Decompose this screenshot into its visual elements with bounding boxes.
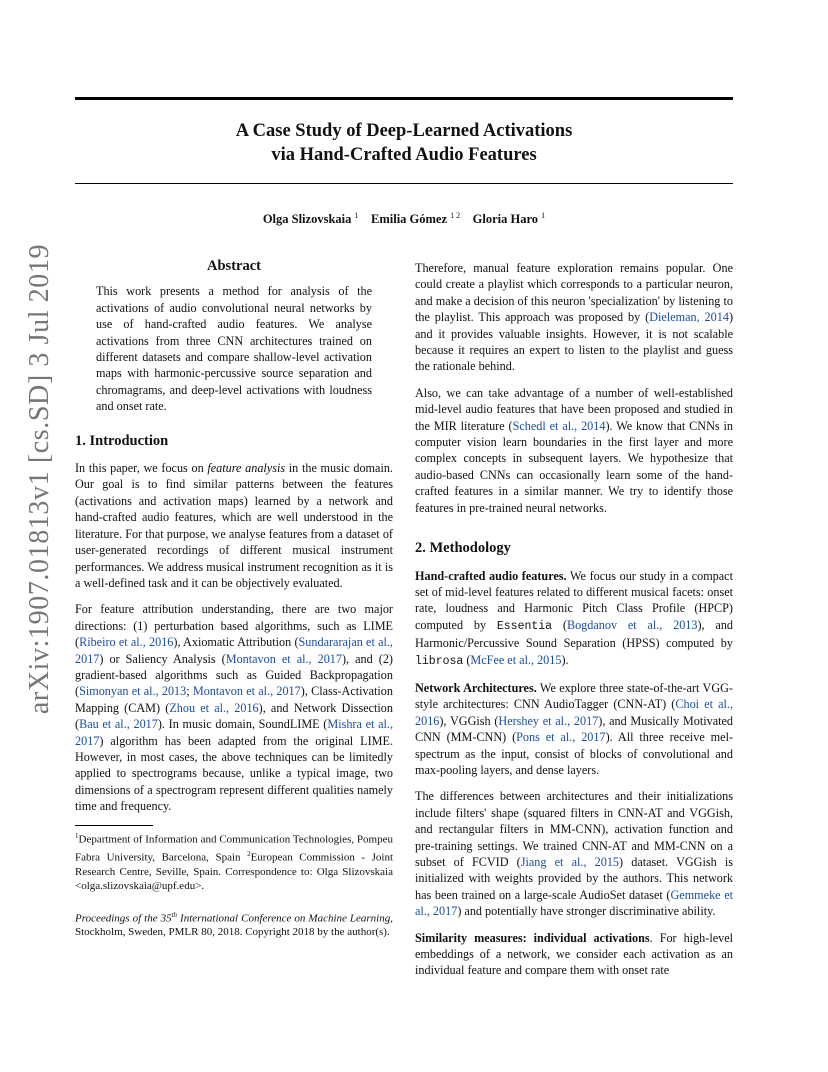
- citation-link[interactable]: Choi et al., 2016: [415, 697, 734, 728]
- author-affiliation: 1 2: [450, 211, 461, 220]
- right-paragraph-2: [415, 385, 733, 516]
- footnote-mark: 1: [75, 832, 79, 841]
- text-run: In this paper, we focus on: [75, 461, 208, 476]
- citation-link[interactable]: Pons et al., 2017: [516, 730, 606, 745]
- top-rule: [75, 97, 733, 100]
- arxiv-identifier: arXiv:1907.01813v1 [cs.SD] 3 Jul 2019: [24, 243, 55, 715]
- author-name: Olga Slizovskaia: [262, 212, 352, 227]
- code-text: Essentia: [496, 619, 553, 633]
- paragraph-lead: Hand-crafted audio features.: [415, 568, 567, 583]
- text-run: European Commission - Joint Research Centre, Seville, Spain. Correspondence to: Olga Slizovskaia <olga.slizovskaia@upf.edu>.: [75, 851, 393, 892]
- text-run: ) dataset. VGGish is initialized with weights provided by the authors. This network has been trained on a large-scale AudioSet dataset (: [415, 855, 733, 902]
- text-run: ) algorithm has been adapted from the original LIME. However, in most cases, the above techniques can be limitedly applied to spectrograms because, unlike a typical image, two dimensions of a spectrogram represent different qualities namely time and frequency.: [75, 733, 393, 814]
- methodology-heading: 2. Methodology: [415, 540, 511, 557]
- text-run: International Conference on Machine Learning: [177, 912, 391, 925]
- text-run: ), and Harmonic/Percussive Sound Separation (HPSS) computed by: [415, 617, 734, 651]
- introduction-heading: 1. Introduction: [75, 432, 169, 449]
- citation-link[interactable]: Bogdanov et al., 2013: [566, 617, 698, 632]
- title-line-2: via Hand-Crafted Audio Features: [271, 145, 537, 165]
- citation-link[interactable]: Montavon et al., 2017: [192, 684, 301, 699]
- citation-link[interactable]: Zhou et al., 2016: [169, 700, 259, 715]
- right-paragraph-6: [415, 930, 733, 979]
- citation-link[interactable]: Mishra et al., 2017: [75, 717, 393, 748]
- superscript: th: [171, 910, 178, 919]
- text-run: ) and it provides valuable insights. However, it is not scalable because it requires an expert to listen to the playlist and guess the rationale behind.: [415, 310, 733, 374]
- text-run: ), and Musically Motivated CNN (MM-CNN) (: [415, 713, 733, 745]
- text-run: We focus our study in a compact set of mid-level features related to different musical facets: onset rate, loudness and Harmonic Pitch Class Profile (HPCP) computed by: [415, 568, 733, 632]
- text-run: ), and Network Dissection (: [75, 700, 393, 732]
- text-run: Proceedings of the 35: [75, 912, 172, 925]
- right-paragraph-3: [415, 568, 733, 670]
- citation-link[interactable]: Ribeiro et al., 2016: [79, 635, 174, 650]
- emphasis-text: feature analysis: [207, 461, 286, 476]
- text-run: ), Axiomatic Attribution (: [173, 635, 299, 650]
- intro-paragraph-1: [75, 460, 393, 591]
- proceedings-note: [75, 908, 393, 940]
- author-list: [75, 211, 733, 227]
- right-paragraph-1: [415, 260, 733, 375]
- footnote-rule: [75, 825, 153, 826]
- text-run: (: [463, 652, 471, 667]
- affiliation-footnote: [75, 829, 393, 892]
- left-column: [75, 258, 393, 939]
- abstract-text: This work presents a method for analysis of the activations of audio convolutional neural networks by use of hand-crafted audio features. We analyse activations from three CNN architectures trained on different datasets and compare shallow-level activation maps with harmonic-percussive source separation and chromagrams, and deep-level activations with loudness and onset rate.: [96, 284, 372, 414]
- text-run: Also, we can take advantage of a number of well-established mid-level audio features that have been proposed and studied in the MIR literature (: [415, 385, 733, 433]
- author-affiliation: 1: [354, 211, 359, 220]
- text-run: ) or Saliency Analysis (: [99, 651, 226, 666]
- text-run: The differences between architectures and their initializations include filters' shape (squared filters in CNN-AT and VGGish, and rectangular filters in MM-CNN), activation function and pre-training settings. We trained CNN-AT and MM-CNN on a subset of FCVID (: [415, 789, 733, 869]
- citation-link[interactable]: Gemmeke et al., 2017: [415, 887, 733, 919]
- text-run: ). All three receive mel-spectrum as the input, consist of blocks of convolutional and max-pooling layers, and dense layers.: [415, 730, 734, 777]
- right-paragraph-5: [415, 788, 733, 919]
- code-text: librosa: [415, 654, 464, 668]
- text-run: , Stockholm, Sweden, PMLR 80, 2018. Copyright 2018 by the author(s).: [75, 912, 393, 939]
- text-run: Therefore, manual feature exploration remains popular. One could create a playlist which corresponds to a particular neuron, and make a decision of this neuron 'specialization' by listening to the playlist. This approach was proposed by (: [415, 261, 733, 325]
- author-name: Emilia Gómez: [371, 212, 448, 227]
- citation-link[interactable]: Jiang et al., 2015: [520, 855, 620, 869]
- citation-link[interactable]: Bau et al., 2017: [79, 717, 158, 732]
- text-run: (: [552, 617, 567, 632]
- text-run: ).: [561, 652, 569, 667]
- paragraph-lead: Network Architectures.: [415, 680, 537, 695]
- text-run: For feature attribution understanding, there are two major directions: (1) perturbation based algorithms, such as LIME (: [75, 602, 393, 650]
- text-run: ) and potentially have stronger discriminative ability.: [457, 904, 716, 919]
- citation-link[interactable]: Simonyan et al., 2013: [79, 684, 187, 699]
- paragraph-lead: Similarity measures: individual activations: [415, 930, 650, 945]
- text-run: ). We know that CNNs in computer vision learn boundaries in the first layer and more complex concepts in subsequent layers. We hypothesize that audio-based CNNs can occasionally learn some of the hand-crafted features in a similar manner. We try to identify those features in pre-trained neural networks.: [415, 418, 733, 515]
- text-run: in the music domain. Our goal is to find similar patterns between the features (activations and activation maps) learned by a network and hand-crafted audio features, which are well understood in the literature. For that purpose, we analyse features from a dataset of user-generated recordings of different musical instrument performances. We address musical instrument recognition as it is a well-defined task and it can be objectively evaluated.: [75, 461, 393, 590]
- right-paragraph-4: [415, 680, 733, 778]
- citation-link[interactable]: Dieleman, 2014: [649, 310, 729, 325]
- author-affiliation: 1: [541, 211, 546, 220]
- right-column: [415, 260, 733, 989]
- footnote-mark: 2: [247, 850, 251, 859]
- text-run: ), Class-Activation Mapping (CAM) (: [75, 684, 393, 715]
- text-run: ;: [186, 684, 193, 699]
- citation-link[interactable]: Montavon et al., 2017: [225, 651, 342, 666]
- text-run: ). In music domain, SoundLIME (: [157, 717, 328, 732]
- citation-link[interactable]: Sundararajan et al., 2017: [75, 635, 393, 666]
- paper-title: [75, 119, 733, 167]
- citation-link[interactable]: Hershey et al., 2017: [498, 713, 599, 728]
- text-run: We explore three state-of-the-art VGG-style architectures: CNN AudioTagger (CNN-AT) (: [415, 680, 733, 712]
- citation-link[interactable]: McFee et al., 2015: [470, 652, 562, 667]
- abstract-heading: Abstract: [207, 258, 261, 274]
- text-run: ), and (2) gradient-based algorithms such as Guided Backpropagation (: [75, 651, 393, 699]
- text-run: Department of Information and Communication Technologies, Pompeu Fabra University, Barcelona, Spain: [75, 834, 393, 864]
- text-run: . For high-level embeddings of a network, we consider each activation as an individual feature and compare them with onset rate: [415, 930, 734, 978]
- title-line-1: A Case Study of Deep-Learned Activations: [235, 121, 573, 141]
- citation-link[interactable]: Schedl et al., 2014: [512, 418, 606, 433]
- title-bottom-rule: [75, 183, 733, 184]
- intro-paragraph-2: [75, 601, 393, 814]
- text-run: ), VGGish (: [439, 713, 499, 728]
- author-name: Gloria Haro: [472, 212, 539, 227]
